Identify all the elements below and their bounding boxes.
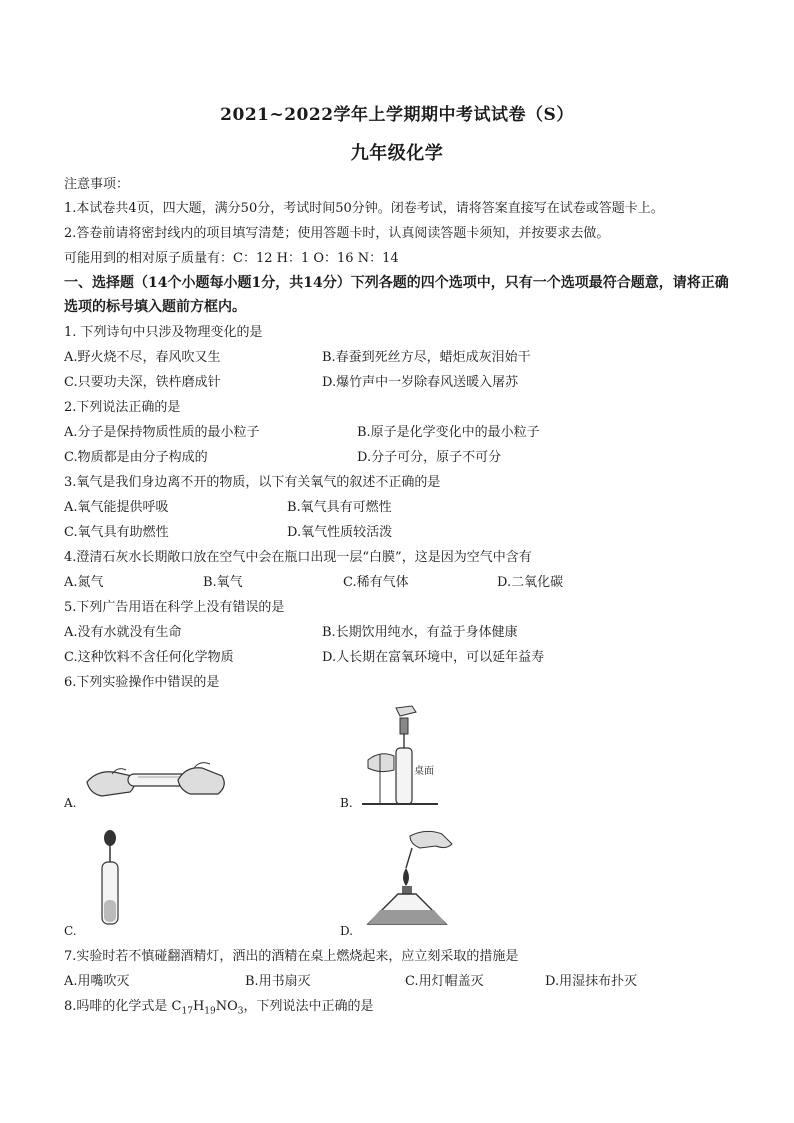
question-1-stem: 1. 下列诗句中只涉及物理变化的是	[64, 325, 263, 340]
question-5-option-b: B.长期饮用纯水，有益于身体健康	[322, 625, 518, 640]
notes-item-2: 2.答卷前请将密封线内的项目填写清楚；使用答题卡时，认真阅读答题卡须知，并按要求去做。	[64, 226, 610, 241]
figure-a-test-tube-hands	[82, 752, 232, 807]
question-1-option-c: C.只要功夫深，铁杵磨成针	[64, 375, 221, 390]
question-8-no: NO	[215, 999, 238, 1014]
question-4-stem: 4.澄清石灰水长期敞口放在空气中会在瓶口出现一层“白膜”，这是因为空气中含有	[64, 550, 532, 565]
question-1-option-a: A.野火烧不尽，春风吹又生	[64, 350, 221, 365]
question-8-prefix: 8.吗啡的化学式是 C	[64, 999, 182, 1014]
exam-subtitle: 九年级化学	[350, 143, 444, 164]
figure-c-label: C.	[64, 924, 77, 938]
figure-a-label: A.	[64, 796, 77, 810]
question-1-option-d: D.爆竹声中一岁除春风送暖入屠苏	[322, 375, 519, 390]
question-2-option-d: D.分子可分，原子不可分	[357, 450, 502, 465]
question-1-option-b: B.春蚕到死丝方尽，蜡炬成灰泪始干	[322, 350, 531, 365]
question-3-stem: 3.氧气是我们身边离不开的物质，以下有关氧气的叙述不正确的是	[64, 475, 441, 490]
question-7-stem: 7.实验时若不慎碰翻酒精灯，洒出的酒精在桌上燃烧起来，应立刻采取的措施是	[64, 949, 519, 964]
question-8-h: H	[192, 999, 205, 1014]
question-8-sub-c: 17	[181, 1006, 193, 1017]
notes-heading: 注意事项：	[64, 177, 130, 192]
question-4-option-d: D.二氧化碳	[497, 575, 564, 590]
figure-c-dropper-in-tube	[90, 828, 130, 928]
question-8-sub-o: 3	[237, 1006, 244, 1017]
question-3-option-c: C.氧气具有助燃性	[64, 525, 169, 540]
notes-item-1: 1.本试卷共4页，四大题，满分50分，考试时间50分钟。闭卷考试，请将答案直接写在试卷或答题卡上。	[64, 201, 664, 216]
question-5-option-a: A.没有水就没有生命	[64, 625, 182, 640]
question-5-option-c: C.这种饮料不含任何化学物质	[64, 650, 234, 665]
question-8-suffix: ，下列说法中正确的是	[243, 999, 374, 1014]
question-7-option-b: B.用书扇灭	[245, 974, 311, 989]
question-2-stem: 2.下列说法正确的是	[64, 400, 181, 415]
section-1-heading: 一、选择题（14个小题每小题1分，共14分）下列各题的四个选项中，只有一个选项最符合题意，请将正确选项的标号填入题前方框内。	[64, 275, 729, 315]
exam-title: 2021~2022学年上学期期中考试试卷（S）	[220, 105, 574, 125]
figure-d-label: D.	[340, 924, 354, 938]
question-3-option-d: D.氧气性质较活泼	[287, 525, 393, 540]
question-4-option-c: C.稀有气体	[343, 575, 409, 590]
question-2-option-b: B.原子是化学变化中的最小粒子	[357, 425, 540, 440]
question-8-sub-h: 19	[204, 1006, 216, 1017]
question-3-option-a: A.氧气能提供呼吸	[64, 500, 169, 515]
figure-b-dropper-tube	[360, 704, 440, 809]
question-7-option-a: A.用嘴吹灭	[64, 974, 130, 989]
question-2-option-c: C.物质都是由分子构成的	[64, 450, 208, 465]
question-4-option-b: B.氧气	[203, 575, 243, 590]
question-5-option-d: D.人长期在富氧环境中，可以延年益寿	[322, 650, 545, 665]
question-3-option-b: B.氧气具有可燃性	[287, 500, 392, 515]
question-7-option-d: D.用湿抹布扑灭	[545, 974, 638, 989]
figure-b-table-label: 桌面	[414, 766, 434, 777]
figure-d-alcohol-lamp	[360, 828, 478, 930]
atomic-masses: 可能用到的相对原子质量有：C：12 H：1 O：16 N：14	[64, 251, 399, 266]
question-7-option-c: C.用灯帽盖灭	[405, 974, 484, 989]
question-6-stem: 6.下列实验操作中错误的是	[64, 675, 220, 690]
figure-b-label: B.	[340, 796, 353, 810]
question-5-stem: 5.下列广告用语在科学上没有错误的是	[64, 600, 285, 615]
question-8-stem	[64, 998, 374, 1021]
question-4-option-a: A.氮气	[64, 575, 104, 590]
question-2-option-a: A.分子是保持物质性质的最小粒子	[64, 425, 260, 440]
